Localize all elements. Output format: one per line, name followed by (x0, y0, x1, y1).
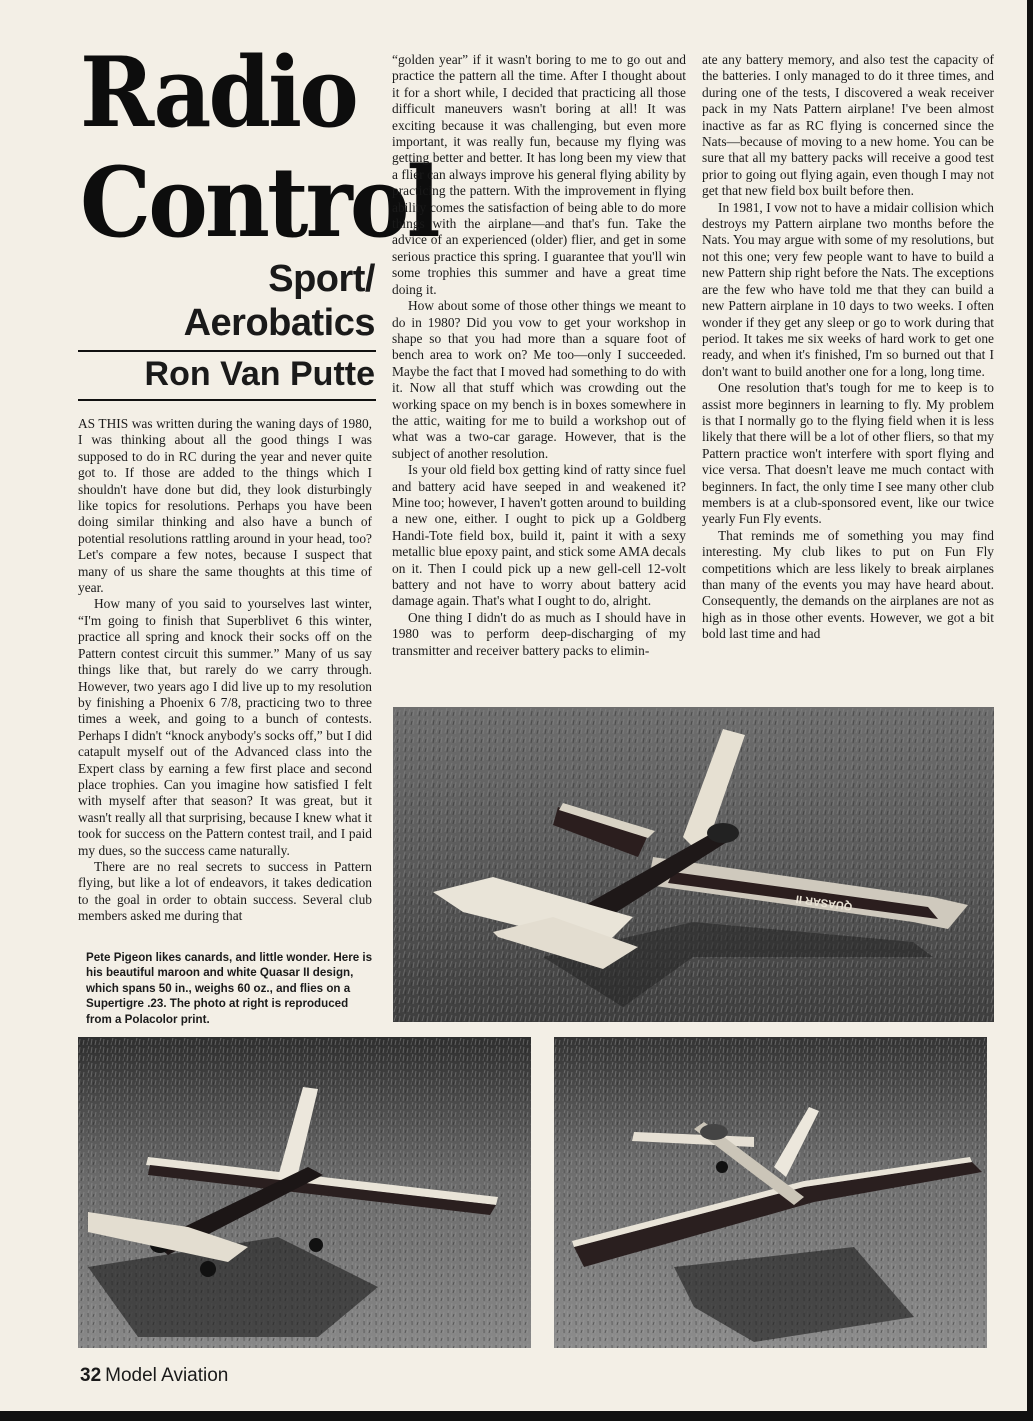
column-title-line1: Radio (80, 36, 357, 149)
magazine-name: Model Aviation (105, 1365, 229, 1386)
subtitle-line2: Aerobatics (183, 302, 375, 344)
title-rule (78, 350, 376, 352)
photo-quasar-rear-view (554, 1037, 987, 1348)
page-number: 32 (80, 1365, 102, 1386)
column-title-line2: Control (80, 146, 438, 259)
text-column-3 (702, 52, 994, 643)
author-byline: Ron Van Putte (144, 355, 375, 393)
paragraph: ate any battery memory, and also test the capacity of the batteries. I only managed to do it three times, and during one of the tests, I discovered a weak receiver pack in my Nats Pattern airplane! I've been almost inactive as far as RC flying is concerned since the Nats—because of moving to a new home. You can be sure that all my battery packs will receive a good test prior to going out flying again, even though I may not get that new field box built before then. (702, 52, 994, 199)
paragraph: How about some of those other things we meant to do in 1980? Did you vow to get your workshop in shape so that you had more than a square foot of bench area to work on? Me too—only I succeeded. Maybe the fact that I moved had something to do with it. Now all that stuff which was crowding out the working space on my bench is in boxes somewhere in the attic, waiting for me to build a workshop out of what was a two-car garage. However, that is the subject of another resolution. (392, 298, 686, 461)
text-column-1 (78, 416, 372, 925)
paragraph: That reminds me of something you may find interesting. My club likes to put on Fun Fly competitions which are less likely to break airplanes than many of the events you may have heard about. Consequently, the demands on the airplanes are not as high as in those other events. However, we got a bit bold last time and had (702, 527, 994, 642)
paragraph: There are no real secrets to success in Pattern flying, but like a lot of endeavors, it takes dedication to the goal in order to obtain success. Several club members asked me during that (78, 858, 372, 924)
photo-quasar-top-view (393, 707, 994, 1022)
paragraph: One resolution that's tough for me to keep is to assist more beginners in learning to fly. My problem is that I normally go to the flying field when it is less likely that there will be a lot of other fliers, so that my Pattern practice won't interfere with sport flying and vice versa. That doesn't leave me much contact with beginners. In fact, the only time I see many other club members is at a club-sponsored event, like our twice yearly Fun Fly events. (702, 380, 994, 527)
wing-lettering: QUASAR II (795, 892, 854, 913)
byline-rule (78, 399, 376, 401)
page-footer (80, 1365, 228, 1387)
paragraph: “golden year” if it wasn't boring to me to go out and practice the pattern all the time. After I thought about it for a short while, I decided that practicing all those difficult maneuvers wasn't boring at all! It was exciting because it was challenging, but even more important, it was really fun, because my flying was getting better and better. It has long been my view that a flier can always improve his general flying ability by practicing the pattern. With the improvement in flying ability comes the satisfaction of being able to do more things with the airplane—and that's fun. Take the advice of an experienced (older) flier, and get in some serious practice this spring. I guarantee that you'll win some trophies this summer and have a great time doing it. (392, 52, 686, 297)
paragraph: AS THIS was written during the waning days of 1980, I was thinking about all the good things I was supposed to do in RC during the year and never quite got to. If those are added to the things which I shouldn't have done but did, they look disturbingly like topics for resolutions. Perhaps you have been doing similar thinking and also have a bunch of potential resolutions rattling around in your head, too? Let's compare a few notes, because I suspect that many of us share the same thoughts at this time of year. (78, 416, 372, 596)
paragraph: How many of you said to yourselves last winter, “I'm going to finish that Superblivet 6 this winter, practice all spring and knock their socks off on the Pattern contest circuit this summer.” Many of us say things like that, but rarely do we carry through. However, two years ago I did live up to my resolution by finishing a Phoenix 6 7/8, practicing two to three times a week, and going to a bunch of contests. Perhaps I didn't “knock anybody's socks off,” but I did catapult myself out of the Advanced class into the Expert class by earning a few first place and second place trophies. Can you imagine how satisfied I felt with myself after that season? It was great, but it wasn't really all that surprising, because I knew what it took for success on the Pattern contest trail, and I paid my dues, so the success came naturally. (78, 596, 372, 858)
paragraph: Is your old field box getting kind of ratty since fuel and battery acid have seeped in and weakened it? Mine too; however, I haven't gotten around to building a new one, either. I ought to pick up a Goldberg Handi-Tote field box, build it, paint it with a sexy metallic blue epoxy paint, and stick some AMA decals on it. Then I could pick up a new gell-cell 12-volt battery and not have to worry about battery acid damage again. That's what I ought to do, alright. (392, 462, 686, 609)
text-column-2 (392, 52, 686, 659)
photo-quasar-front-view (78, 1037, 531, 1348)
subtitle-line1: Sport/ (268, 258, 375, 300)
paragraph: One thing I didn't do as much as I should have in 1980 was to perform deep-discharging of my transmitter and receiver battery packs to elimin- (392, 609, 686, 658)
photo-caption: Pete Pigeon likes canards, and little wonder. Here is his beautiful maroon and white Quasar II design, which spans 50 in., weighs 60 oz., and flies on a Supertigre .23. The photo at right is reproduced from a Polacolor print. (86, 951, 373, 1026)
paragraph: In 1981, I vow not to have a midair collision which destroys my Pattern airplane two months before the Nats. You may argue with some of my resolutions, but not this one; very few people want to have to build a new Pattern ship right before the Nats. The exceptions are the few who have told me that they can build a new Pattern airplane in 10 days to two weeks. I often wonder if they get any sleep or go to work during that period. It takes me six weeks of hard work to get one ready, and when it's finished, I'm so burned out that I don't want to build another one for a long, long time. (702, 199, 994, 379)
